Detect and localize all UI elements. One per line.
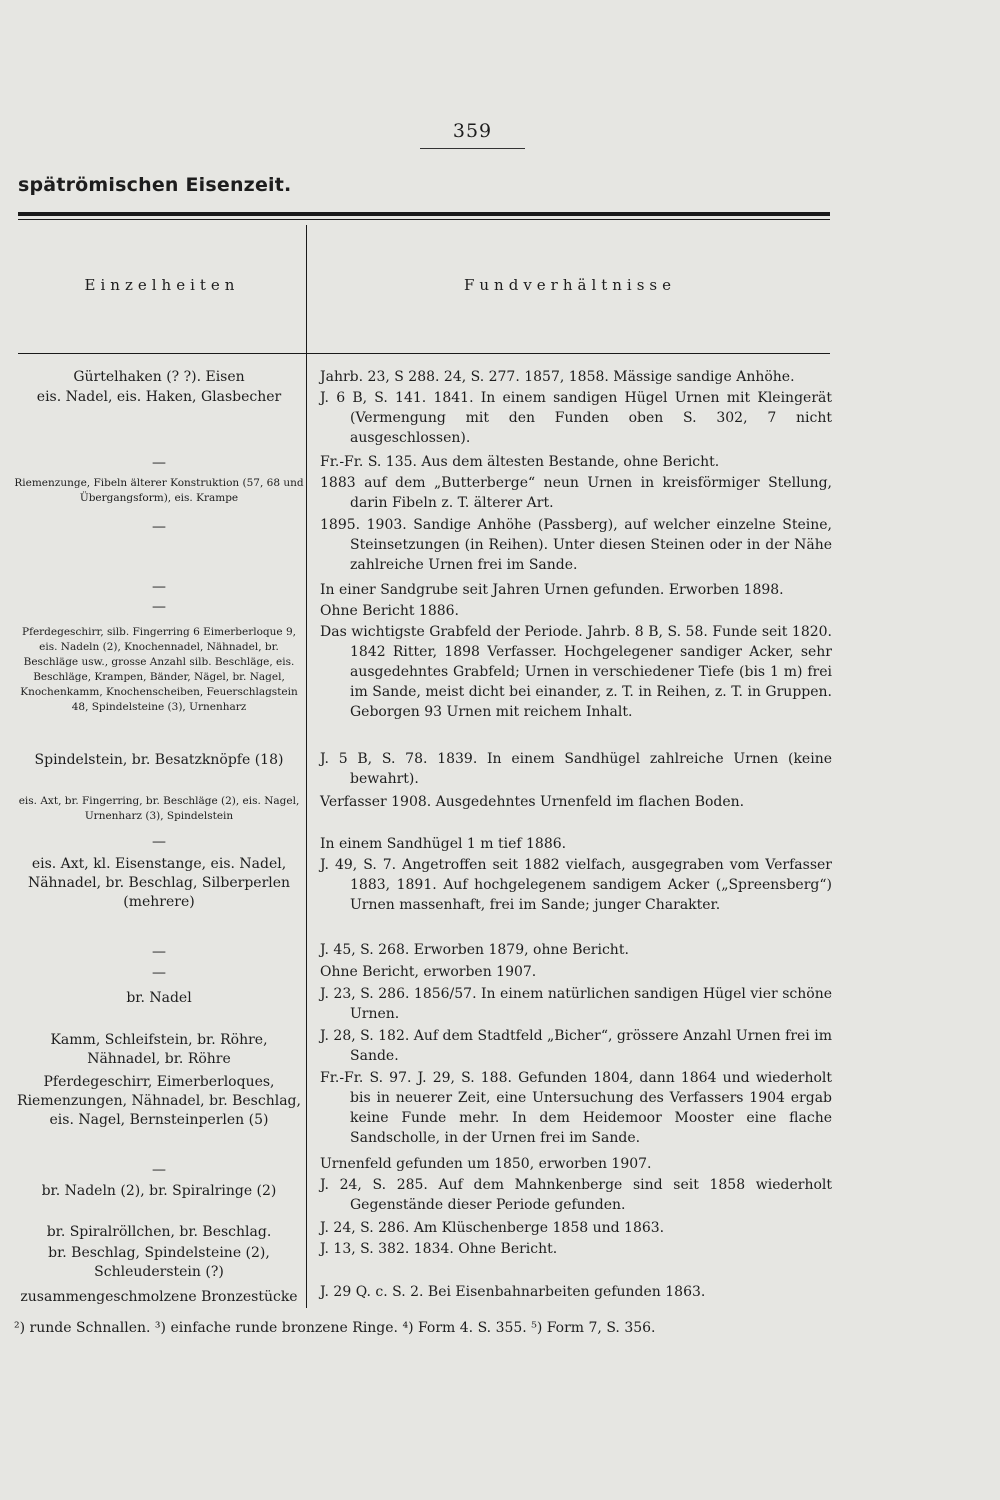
column-header-fundverhaeltnisse: Fundverhältnisse xyxy=(463,276,676,294)
left-entry: — xyxy=(152,965,166,981)
page-number: 359 xyxy=(420,120,525,149)
right-entry: Ohne Bericht 1886. xyxy=(320,603,460,619)
right-entry: J. 24, S. 285. Auf dem Mahnkenberge sind seit 1858 wiederholt Gegenstände dieser Periode gefunden. xyxy=(320,1177,832,1213)
right-entry: Urnenfeld gefunden um 1850, erworben 1907. xyxy=(320,1156,652,1172)
left-entry: Pferdegeschirr, Eimerberloques, Riemenzungen, Nähnadel, br. Beschlag, eis. Nagel, Bernsteinperlen (5) xyxy=(17,1074,301,1128)
right-entry: 1895. 1903. Sandige Anhöhe (Passberg), auf welcher einzelne Steine, Steinsetzungen (in Reihen). Unter diesen Steinen oder in der Nähe zahlreiche Urnen frei im Sande. xyxy=(320,517,832,573)
left-entry: zusammengeschmolzene Bronzestücke xyxy=(20,1289,298,1305)
left-entry: Gürtelhaken (? ?). Eisen xyxy=(73,369,245,385)
right-entry: J. 5 B, S. 78. 1839. In einem Sandhügel zahlreiche Urnen (keine bewahrt). xyxy=(320,751,832,787)
left-entry: — xyxy=(152,519,166,535)
right-entry: J. 45, S. 268. Erworben 1879, ohne Bericht. xyxy=(320,942,629,958)
footnote: ²) runde Schnallen. ³) einfache runde bronzene Ringe. ⁴) Form 4. S. 355. ⁵) Form 7, S. 356. xyxy=(14,1320,656,1336)
right-entry: Das wichtigste Grabfeld der Periode. Jahrb. 8 B, S. 58. Funde seit 1820. 1842 Ritter, 1898 Verfasser. Hochgelegener sandiger Acker, sehr ausgedehntes Grabfeld; Urnen in verschiedener Tiefe (bis 1 m) frei im Sande, meist dicht bei einander, z. T. in Reihen, z. T. in Gruppen. Geborgen 93 Urnen mit reichem Inhalt. xyxy=(320,624,832,720)
left-entry: eis. Axt, br. Fingerring, br. Beschläge (2), eis. Nagel, Urnenharz (3), Spindelstein xyxy=(18,795,300,822)
right-entry: J. 24, S. 286. Am Klüschenberge 1858 und 1863. xyxy=(320,1220,665,1236)
column-header-rule xyxy=(18,353,830,354)
left-entry: — xyxy=(152,455,166,471)
left-entry: br. Beschlag, Spindelsteine (2), Schleuderstein (?) xyxy=(48,1245,270,1280)
right-entry: Ohne Bericht, erworben 1907. xyxy=(320,964,537,980)
header-rule-thin xyxy=(18,219,830,220)
right-entry: J. 6 B, S. 141. 1841. In einem sandigen Hügel Urnen mit Kleingerät (Vermengung mit den Funden oben S. 302, 7 nicht ausgeschlossen). xyxy=(320,390,832,446)
left-entry: eis. Nadel, eis. Haken, Glasbecher xyxy=(36,389,282,405)
column-header-einzelheiten: Einzelheiten xyxy=(84,276,240,294)
left-entry: — xyxy=(152,599,166,615)
left-entry: Kamm, Schleifstein, br. Röhre, Nähnadel, br. Röhre xyxy=(50,1032,268,1067)
left-entry: Pferdegeschirr, silb. Fingerring 6 Eimerberloque 9, eis. Nadeln (2), Knochennadel, Nähnadel, br. Beschläge usw., grosse Anzahl silb. Beschläge, eis. Beschläge, Krampen, Bänder, Nägel, br. Nagel, Knochenkamm, Knochenscheiben, Feuerschlagstein 48, Spindelsteine (3), Urnenharz xyxy=(20,626,298,713)
right-entry: In einem Sandhügel 1 m tief 1886. xyxy=(320,836,567,852)
left-entry: br. Spiralröllchen, br. Beschlag. xyxy=(46,1224,272,1240)
left-entry: br. Nadeln (2), br. Spiralringe (2) xyxy=(41,1183,277,1199)
left-entry: — xyxy=(152,579,166,595)
right-entry: J. 28, S. 182. Auf dem Stadtfeld „Bicher“, grössere Anzahl Urnen frei im Sande. xyxy=(320,1028,832,1064)
left-entry: eis. Axt, kl. Eisenstange, eis. Nadel, Nähnadel, br. Beschlag, Silberperlen (mehrere) xyxy=(27,856,291,910)
right-entry: Verfasser 1908. Ausgedehntes Urnenfeld im flachen Boden. xyxy=(320,794,745,810)
right-entry: J. 23, S. 286. 1856/57. In einem natürlichen sandigen Hügel vier schöne Urnen. xyxy=(320,986,832,1022)
right-entry: J. 29 Q. c. S. 2. Bei Eisenbahnarbeiten gefunden 1863. xyxy=(320,1284,706,1300)
right-entry: In einer Sandgrube seit Jahren Urnen gefunden. Erworben 1898. xyxy=(320,582,784,598)
right-entry: 1883 auf dem „Butterberge“ neun Urnen in kreisförmiger Stellung, darin Fibeln z. T. älterer Art. xyxy=(320,475,832,511)
left-entry: Riemenzunge, Fibeln älterer Konstruktion (57, 68 und Übergangsform), eis. Krampe xyxy=(14,477,304,504)
left-entry: — xyxy=(152,944,166,960)
left-entry: br. Nadel xyxy=(126,990,192,1006)
header-rule-thick xyxy=(18,212,830,216)
right-entry: J. 13, S. 382. 1834. Ohne Bericht. xyxy=(320,1241,558,1257)
right-entry: Jahrb. 23, S 288. 24, S. 277. 1857, 1858. Mässige sandige Anhöhe. xyxy=(320,369,795,385)
right-entry: J. 49, S. 7. Angetroffen seit 1882 vielfach, ausgegraben vom Verfasser 1883, 1891. Auf hochgelegenem sandigem Acker („Spreensberg“) Urnen massenhaft, frei im Sande; junger Charakter. xyxy=(320,857,832,913)
right-entry: Fr.-Fr. S. 97. J. 29, S. 188. Gefunden 1804, dann 1864 und wiederholt bis in neuerer Zeit, eine Untersuchung des Verfassers 1904 ergab keine Funde mehr. In dem Heidemoor Mooster eine flache Sandscholle, in der Urnen frei im Sande. xyxy=(320,1070,832,1146)
left-entry: — xyxy=(152,834,166,850)
running-head: spätrömischen Eisenzeit. xyxy=(18,174,292,196)
left-entry: — xyxy=(152,1162,166,1178)
column-divider xyxy=(306,225,307,1308)
right-entry: Fr.-Fr. S. 135. Aus dem ältesten Bestande, ohne Bericht. xyxy=(320,454,720,470)
left-entry: Spindelstein, br. Besatzknöpfe (18) xyxy=(34,752,284,768)
